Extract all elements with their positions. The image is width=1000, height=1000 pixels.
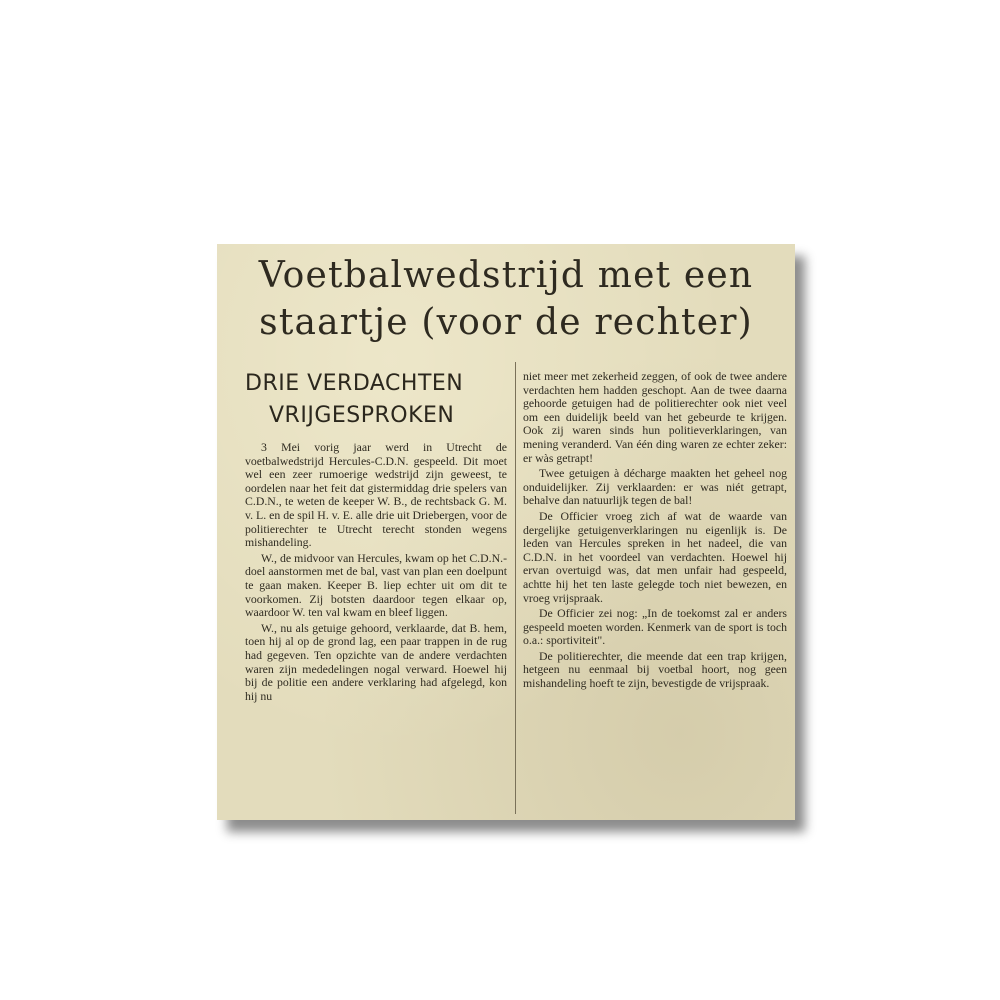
paragraph: De Officier zei nog: „In de toekomst zal er anders gespeeld moeten worden. Kenmerk van de sport is toch o.a.: sportiviteit".: [523, 606, 787, 648]
headline-line-1: Voetbalwedstrijd met een: [258, 255, 754, 296]
subheadline-line-2: VRIJGESPROKEN: [269, 403, 455, 428]
paragraph: De politierechter, die meende dat een trap krijgen, hetgeen nu eenmaal bij voetbal hoort, nog geen mishandeling hoeft te zijn, bevestigde de vrijspraak.: [523, 648, 787, 691]
paragraph: De Officier vroeg zich af wat de waarde van dergelijke getuigenverklaringen nu eigenlijk is. De leden van Hercules spreken in het nadeel, die van C.D.N. in het voordeel van verdachten. Hoewel hij ervan overtuigd was, dat men unfair had gespeeld, achtte hij het ten laste gelegde toch niet bewezen, en vroeg vrijspraak.: [523, 508, 787, 605]
paragraph: W., nu als getuige gehoord, verklaarde, dat B. hem, toen hij al op de grond lag, een paar trappen in de rug had gegeven. Ten opzichte van de andere verdachten waren zijn mededelingen nogal verward. Hoewel hij bij de politie een andere verklaring had afgelegd, kon hij nu: [245, 620, 507, 703]
subheadline-line-1: DRIE VERDACHTEN: [245, 371, 464, 396]
paragraph: W., de midvoor van Hercules, kwam op het C.D.N.-doel aanstormen met de bal, vast van plan een doelpunt te gaan maken. Keeper B. liep echter uit om dit te voorkomen. Zij botsten daardoor tegen elkaar op, waardoor W. ten val kwam en bleef liggen.: [245, 550, 507, 620]
subheadline: [245, 368, 515, 432]
headline: [217, 252, 795, 346]
column-divider: [515, 362, 516, 814]
headline-line-2: staartje (voor de rechter): [259, 302, 753, 343]
article-column-right: [523, 370, 787, 693]
paragraph: 3 Mei vorig jaar werd in Utrecht de voetbalwedstrijd Hercules-C.D.N. gespeeld. Dit moet wel een zeer rumoerige wedstrijd zijn geweest, te oordelen naar het feit dat gistermiddag drie spelers van C.D.N., te weten de keeper W. B., de rechtsback G. M. v. L. en de spil H. v. E. alle drie uit Driebergen, voor de politierechter te Utrecht terecht stonden wegens mishandeling.: [245, 440, 507, 550]
newspaper-clipping: [217, 244, 795, 820]
paragraph-continuation: niet meer met zekerheid zeggen, of ook de twee andere verdachten hem hadden geschopt. Aan de twee daarna gehoorde getuigen had de politierechter ook niet veel om een duidelijk beeld van het gebeurde te krijgen. Ook zij waren sinds hun politieverklaringen, van mening veranderd. Van één ding waren ze echter zeker: er wàs getrapt!: [523, 369, 787, 465]
paragraph: Twee getuigen à décharge maakten het geheel nog onduidelijker. Zij verklaarden: er was niét getrapt, behalve dan natuurlijk tegen de bal!: [523, 466, 787, 508]
article-column-left: [245, 441, 507, 705]
